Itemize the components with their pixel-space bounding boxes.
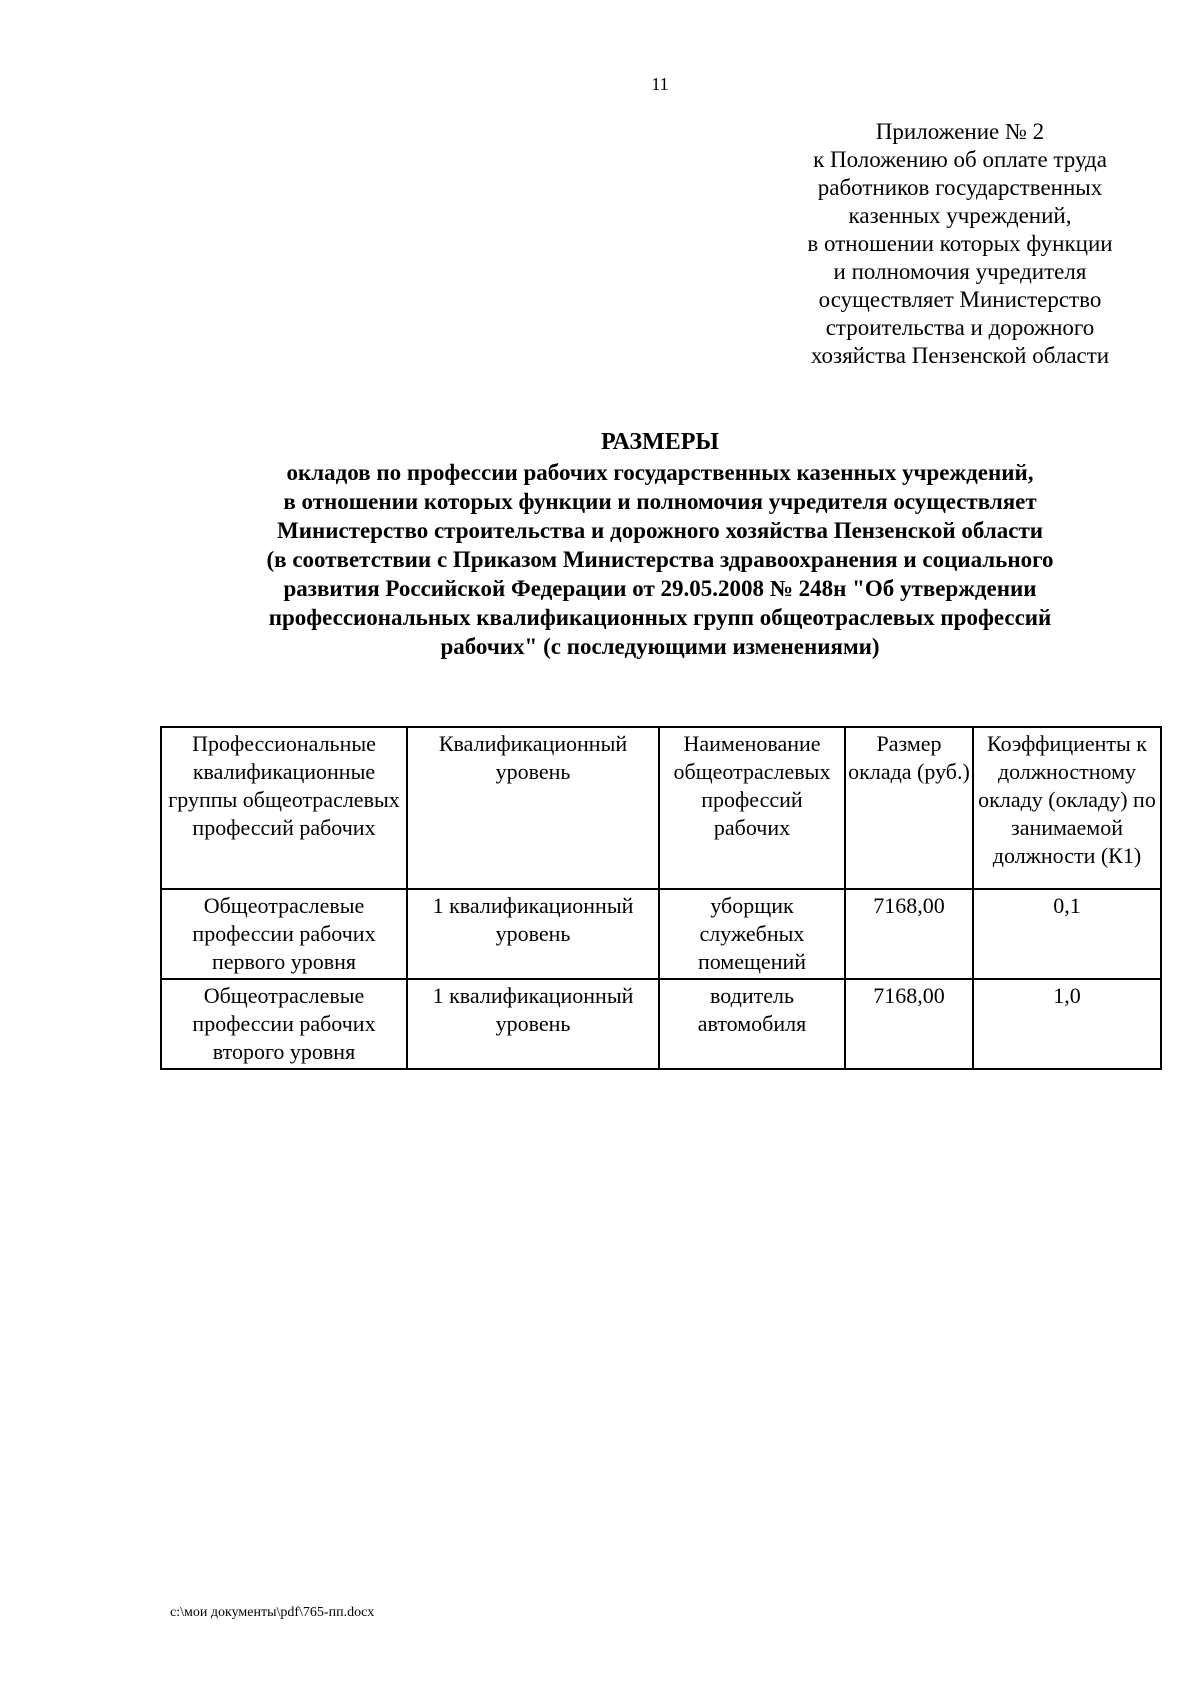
cell-qualification-level: 1 квалификационный уровень	[407, 889, 659, 979]
cell-profession-name: уборщик служебных помещений	[659, 889, 845, 979]
appendix-line: осуществляет Министерство	[818, 287, 1102, 312]
appendix-line: Приложение № 2	[875, 119, 1045, 144]
appendix-line: хозяйства Пензенской области	[810, 343, 1110, 368]
document-title	[150, 428, 1170, 661]
title-line: (в соответствии с Приказом Министерства здравоохранения и социального	[266, 547, 1054, 572]
table-row	[161, 889, 1161, 979]
appendix-line: в отношении которых функции	[807, 231, 1113, 256]
cell-profession-name: водитель автомобиля	[659, 979, 845, 1069]
salary-table	[160, 726, 1162, 1070]
appendix-line: и полномочия учредителя	[833, 259, 1087, 284]
appendix-line: к Положению об оплате труда	[813, 147, 1107, 172]
cell-qualification-group: Общеотраслевые профессии рабочих второго уровня	[161, 979, 407, 1069]
title-line: профессиональных квалификационных групп общеотраслевых профессий	[268, 605, 1052, 630]
table-row	[161, 979, 1161, 1069]
page-number: 11	[651, 74, 669, 94]
title-line: в отношении которых функции и полномочия учредителя осуществляет	[283, 489, 1037, 514]
appendix-line: казенных учреждений,	[848, 203, 1072, 228]
cell-qualification-level: 1 квалификационный уровень	[407, 979, 659, 1069]
header-coefficient: Коэффициенты к должностному окладу (окладу) по занимаемой должности (К1)	[973, 727, 1161, 889]
title-line: окладов по профессии рабочих государственных казенных учреждений,	[286, 460, 1034, 485]
header-qualification-group: Профессиональные квалификационные группы общеотраслевых профессий рабочих	[161, 727, 407, 889]
cell-coefficient: 0,1	[973, 889, 1161, 979]
cell-qualification-group: Общеотраслевые профессии рабочих первого уровня	[161, 889, 407, 979]
title-line: развития Российской Федерации от 29.05.2008 № 248н "Об утверждении	[283, 576, 1037, 601]
table-header-row	[161, 727, 1161, 889]
title-line: рабочих" (с последующими изменениями)	[440, 634, 880, 659]
cell-salary-size: 7168,00	[845, 979, 973, 1069]
header-salary-size: Размер оклада (руб.)	[845, 727, 973, 889]
cell-coefficient: 1,0	[973, 979, 1161, 1069]
appendix-line: работников государственных	[817, 175, 1103, 200]
appendix-header	[760, 118, 1160, 370]
footer-file-path: c:\мои документы\pdf\765-пп.docx	[170, 1605, 375, 1620]
appendix-line: строительства и дорожного	[825, 315, 1095, 340]
title-line: Министерство строительства и дорожного хозяйства Пензенской области	[276, 518, 1044, 543]
cell-salary-size: 7168,00	[845, 889, 973, 979]
header-qualification-level: Квалификационный уровень	[407, 727, 659, 889]
title-main: РАЗМЕРЫ	[601, 429, 719, 455]
header-profession-name: Наименование общеотраслевых профессий рабочих	[659, 727, 845, 889]
